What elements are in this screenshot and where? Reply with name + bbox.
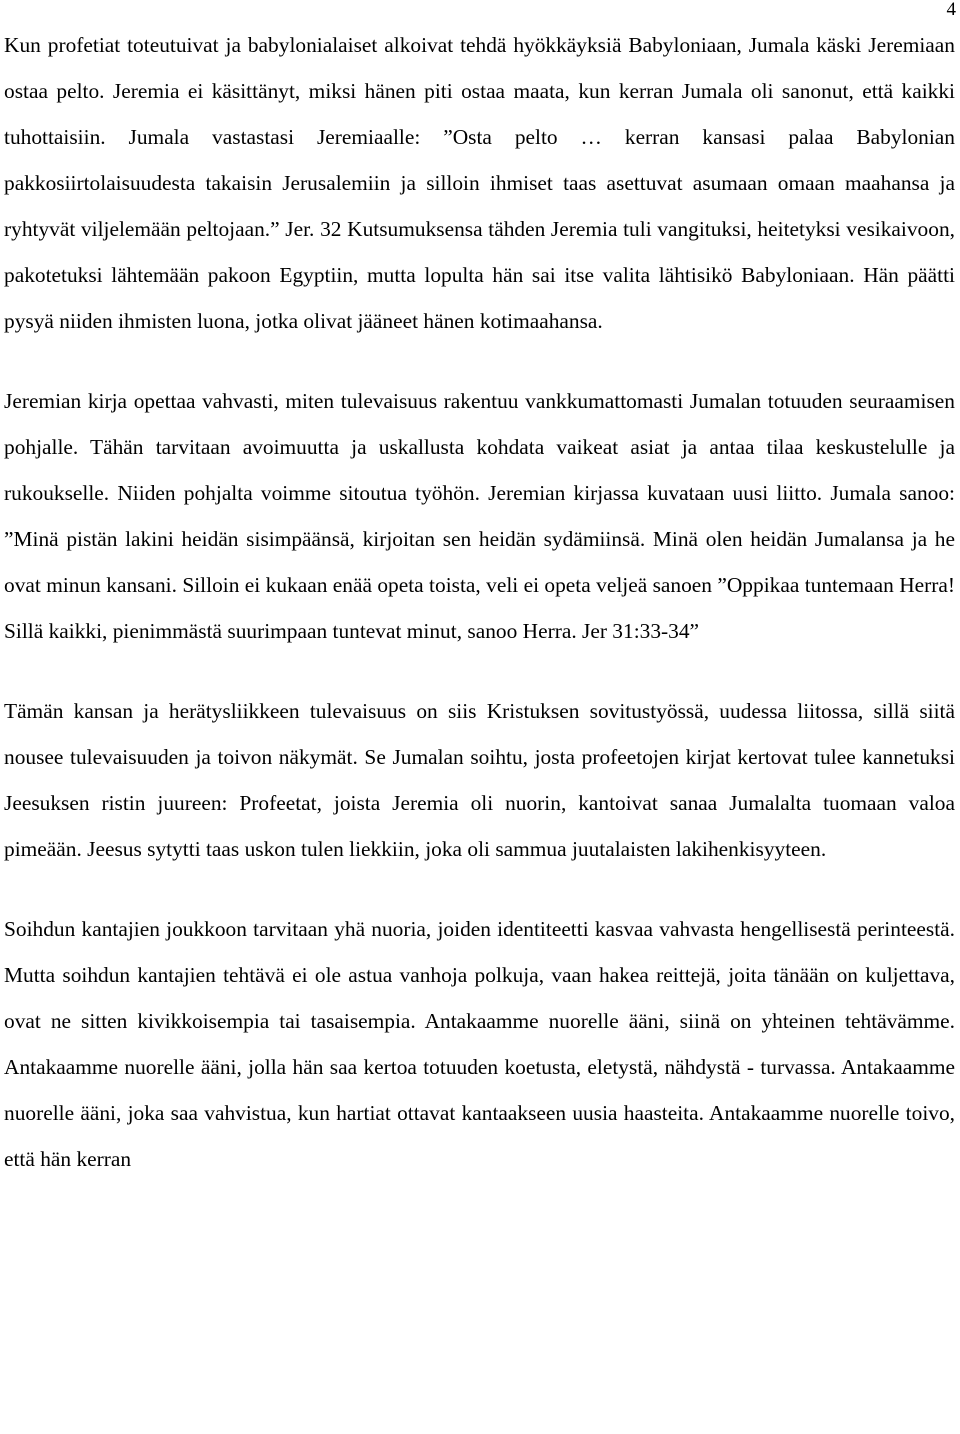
paragraph-torch-bearers: Soihdun kantajien joukkoon tarvitaan yhä nuoria, joiden identiteetti kasvaa vahvasta hengellisestä perinteestä. Mutta soihdun kantajien tehtävä ei ole astua vanhoja polkuja, vaan hakea reittejä, joita tänään on kuljettava, ovat ne sitten kivikkoisempia tai tasaisempia. Antakaamme nuorelle ääni, siinä on yhteinen tehtävämme. Antakaamme nuorelle ääni, jolla hän saa kertoa totuuden koetusta, eletystä, nähdystä - turvassa. Antakaamme nuorelle ääni, joka saa vahvistua, kun hartiat ottavat kantaakseen uusia haasteita. Antakaamme nuorelle toivo, että hän kerran [4, 917, 955, 1171]
paragraph-jeremiah-field: Kun profetiat toteutuivat ja babylonialaiset alkoivat tehdä hyökkäyksiä Babyloniaan, Jumala käski Jeremiaan ostaa pelto. Jeremia ei käsittänyt, miksi hänen piti ostaa maata, kun kerran Jumala oli sanonut, että kaikki tuhottaisiin. Jumala vastastasi Jeremiaalle: ”Osta pelto … kerran kansasi palaa Babylonian pakkosiirtolaisuudesta takaisin Jerusalemiin ja silloin ihmiset taas asettuvat asumaan omaan maahansa ja ryhtyvät viljelemään peltojaan.” Jer. 32 Kutsumuksensa tähden Jeremia tuli vangituksi, heitetyksi vesikaivoon, pakotetuksi lähtemään pakoon Egyptiin, mutta lopulta hän sai itse valita lähtisikö Babyloniaan. Hän päätti pysyä niiden ihmisten luona, jotka olivat jääneet hänen kotimaahansa. [4, 33, 955, 333]
paragraph-new-covenant: Jeremian kirja opettaa vahvasti, miten tulevaisuus rakentuu vankkumattomasti Jumalan totuuden seuraamisen pohjalle. Tähän tarvitaan avoimuutta ja uskallusta kohdata vaikeat asiat ja antaa tilaa keskustelulle ja rukoukselle. Niiden pohjalta voimme sitoutua työhön. Jeremian kirjassa kuvataan uusi liitto. Jumala sanoo: ”Minä pistän lakini heidän sisimpäänsä, kirjoitan sen heidän sydämiinsä. Minä olen heidän Jumalansa ja he ovat minun kansani. Silloin ei kukaan enää opeta toista, veli ei opeta veljeä sanoen ”Oppikaa tuntemaan Herra! Sillä kaikki, pienimmästä suurimpaan tuntevat minut, sanoo Herra. Jer 31:33-34” [4, 389, 955, 643]
paragraph-future-in-christ: Tämän kansan ja herätysliikkeen tulevaisuus on siis Kristuksen sovitustyössä, uudessa liitossa, sillä siitä nousee tulevaisuuden ja toivon näkymät. Se Jumalan soihtu, josta profeetojen kirjat kertovat tulee kannetuksi Jeesuksen ristin juureen: Profeetat, joista Jeremia oli nuorin, kantoivat sanaa Jumalalta tuomaan valoa pimeään. Jeesus sytytti taas uskon tulen liekkiin, joka oli sammua juutalaisten lakihenkisyyteen. [4, 699, 955, 861]
page-number: 4 [946, 0, 956, 20]
document-body [4, 22, 955, 1182]
